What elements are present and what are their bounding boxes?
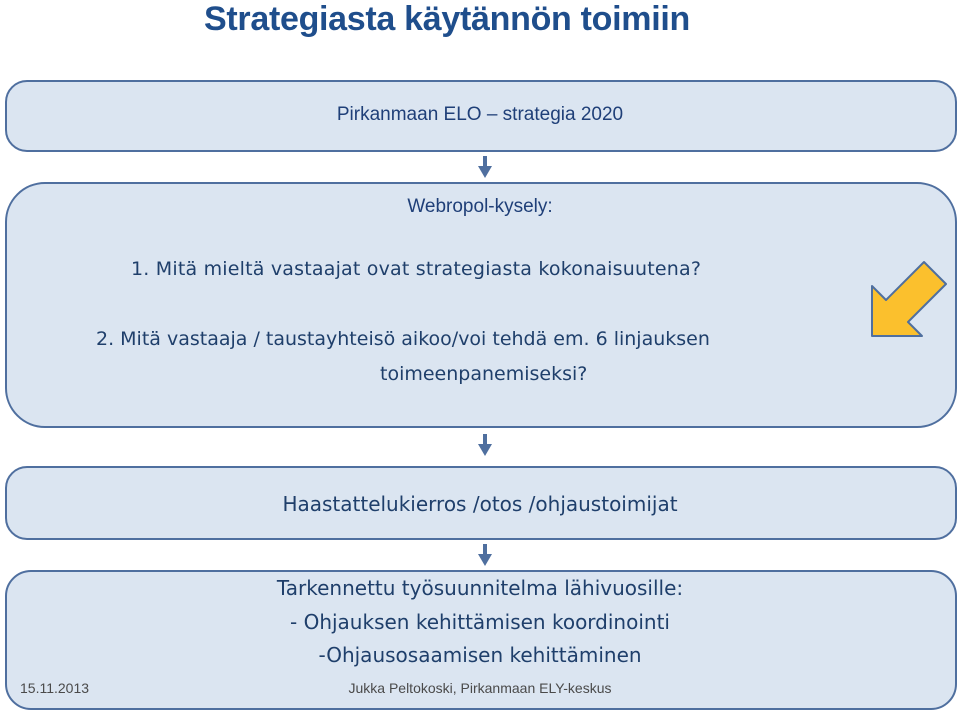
question-1: 1. Mitä mieltä vastaajat ovat strategiasta kokonaisuutena?	[131, 258, 702, 280]
pointing-arrow-icon	[866, 258, 950, 342]
down-arrow-icon	[478, 544, 492, 566]
interview-box-text: Haastattelukierros /otos /ohjaustoimijat	[282, 492, 678, 516]
down-arrow-icon	[478, 156, 492, 178]
page-title: Strategiasta käytännön toimiin	[204, 0, 690, 38]
webropol-heading: Webropol-kysely:	[407, 196, 553, 217]
footer-date: 15.11.2013	[20, 680, 90, 696]
strategy-box-text: Pirkanmaan ELO – strategia 2020	[336, 104, 624, 125]
webropol-box	[5, 182, 957, 428]
plan-line-3: -Ohjausosaamisen kehittäminen	[318, 643, 642, 667]
question-2-line-2: toimeenpanemiseksi?	[380, 363, 588, 385]
down-arrow-icon	[478, 434, 492, 456]
footer-author: Jukka Peltokoski, Pirkanmaan ELY-keskus	[348, 680, 612, 696]
plan-line-1: Tarkennettu työsuunnitelma lähivuosille:	[276, 576, 684, 600]
question-2-line-1: 2. Mitä vastaaja / taustayhteisö aikoo/voi tehdä em. 6 linjauksen	[96, 328, 710, 350]
plan-line-2: - Ohjauksen kehittämisen koordinointi	[290, 610, 670, 634]
